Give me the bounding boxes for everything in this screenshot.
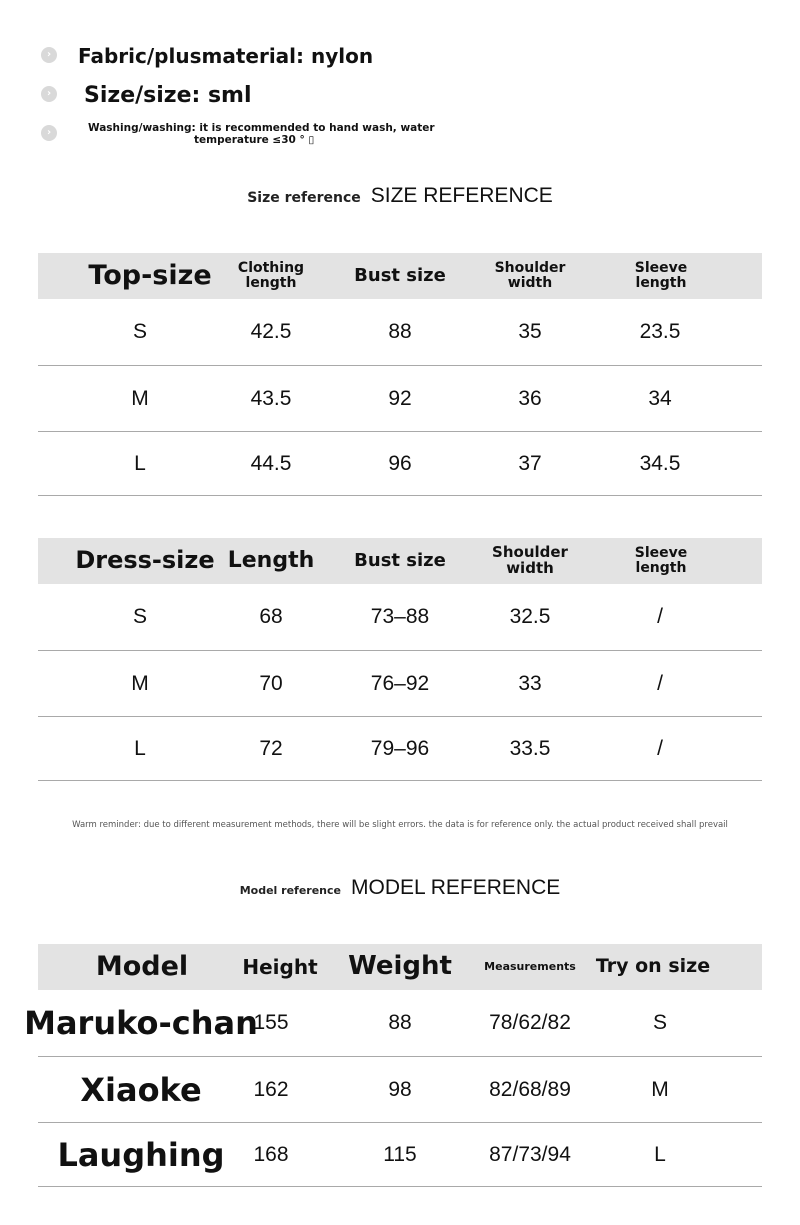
bust-size-cell: 79–96 bbox=[370, 736, 430, 760]
clothing-length-cell: 43.5 bbox=[250, 386, 292, 410]
bullet-icon: › bbox=[41, 47, 57, 63]
size-cell: L bbox=[134, 736, 146, 760]
measurements-cell: 78/62/82 bbox=[489, 1011, 571, 1034]
table-row bbox=[38, 651, 762, 717]
header-shoulder-width: Shoulder width bbox=[492, 543, 568, 577]
table-row bbox=[38, 1057, 762, 1123]
model-header bbox=[38, 944, 762, 990]
length-cell: 68 bbox=[259, 605, 283, 628]
top-size-table bbox=[38, 253, 762, 495]
bust-size-cell: 92 bbox=[388, 386, 412, 410]
table-row bbox=[38, 299, 762, 366]
length-cell: 70 bbox=[259, 671, 283, 695]
model-table bbox=[24, 944, 762, 1186]
height-cell: 155 bbox=[253, 1011, 289, 1034]
dress-size-table bbox=[38, 538, 762, 780]
size-reference-label: Size reference bbox=[247, 190, 361, 206]
washing-info bbox=[88, 122, 435, 146]
shoulder-width-cell: 32.5 bbox=[509, 605, 551, 628]
bust-size-cell: 88 bbox=[388, 320, 412, 343]
size-reference-heading bbox=[0, 184, 800, 208]
top-size-header bbox=[38, 253, 762, 299]
header-try-on-size: Try on size bbox=[595, 955, 711, 978]
warm-reminder: Warm reminder: due to different measurement methods, there will be slight errors. the data is for reference only. the actual product received shall prevail bbox=[72, 820, 728, 830]
header-bust-size: Bust size bbox=[354, 549, 446, 571]
dress-size-header bbox=[38, 538, 762, 584]
washing-info-line2: temperature ≤30 ° ▯ bbox=[194, 134, 315, 146]
table-row bbox=[38, 584, 762, 651]
height-cell: 168 bbox=[253, 1142, 289, 1166]
bullet-icon: › bbox=[41, 86, 57, 102]
header-length: Length bbox=[227, 548, 315, 574]
size-cell: M bbox=[131, 671, 149, 695]
bullet-icon: › bbox=[41, 125, 57, 141]
table-row bbox=[38, 1123, 762, 1187]
header-sleeve-length: Sleeve length bbox=[634, 545, 688, 576]
weight-cell: 98 bbox=[388, 1077, 412, 1101]
sleeve-length-cell: / bbox=[657, 736, 663, 760]
clothing-length-cell: 42.5 bbox=[250, 320, 292, 343]
size-cell: S bbox=[132, 320, 147, 343]
model-reference-label: Model reference bbox=[239, 884, 341, 897]
model-reference-title: MODEL REFERENCE bbox=[351, 876, 561, 899]
shoulder-width-cell: 35 bbox=[518, 320, 542, 343]
sleeve-length-cell: 23.5 bbox=[639, 320, 681, 343]
header-shoulder-width: Shoulder width bbox=[494, 260, 566, 291]
height-cell: 162 bbox=[253, 1077, 289, 1101]
size-cell: M bbox=[131, 386, 149, 410]
header-bust-size: Bust size bbox=[354, 264, 446, 286]
bust-size-cell: 96 bbox=[388, 451, 412, 475]
size-cell: S bbox=[132, 605, 147, 628]
shoulder-width-cell: 36 bbox=[518, 386, 542, 410]
length-cell: 72 bbox=[259, 736, 283, 760]
table-row bbox=[24, 990, 762, 1057]
dress-size-title: Dress-size bbox=[75, 546, 215, 575]
size-reference-title: SIZE REFERENCE bbox=[370, 184, 553, 207]
fabric-info: Fabric/plusmaterial: nylon bbox=[78, 44, 374, 68]
model-name-cell: Maruko-chan bbox=[24, 1004, 258, 1042]
sleeve-length-cell: 34 bbox=[648, 386, 672, 410]
sleeve-length-cell: 34.5 bbox=[639, 451, 681, 475]
clothing-length-cell: 44.5 bbox=[250, 451, 292, 475]
measurements-cell: 82/68/89 bbox=[489, 1077, 571, 1101]
shoulder-width-cell: 37 bbox=[518, 451, 542, 475]
table-row bbox=[38, 717, 762, 781]
size-cell: L bbox=[134, 451, 146, 475]
table-row bbox=[38, 432, 762, 496]
weight-cell: 88 bbox=[388, 1011, 412, 1034]
shoulder-width-cell: 33 bbox=[518, 671, 542, 695]
header-sleeve-length: Sleeve length bbox=[634, 260, 688, 291]
table-row bbox=[38, 366, 762, 432]
bust-size-cell: 73–88 bbox=[370, 605, 430, 628]
model-name-cell: Xiaoke bbox=[80, 1070, 202, 1109]
size-info: Size/size: sml bbox=[84, 83, 252, 108]
sleeve-length-cell: / bbox=[657, 605, 663, 628]
header-model: Model bbox=[95, 950, 189, 982]
header-height: Height bbox=[242, 954, 318, 979]
header-clothing-length: Clothing length bbox=[237, 260, 305, 291]
try-on-size-cell: S bbox=[652, 1011, 667, 1034]
top-size-title: Top-size bbox=[88, 259, 212, 291]
shoulder-width-cell: 33.5 bbox=[509, 736, 551, 760]
try-on-size-cell: L bbox=[654, 1142, 666, 1166]
try-on-size-cell: M bbox=[651, 1077, 669, 1101]
model-reference-heading bbox=[0, 876, 800, 900]
model-name-cell: Laughing bbox=[57, 1135, 225, 1174]
sleeve-length-cell: / bbox=[657, 671, 663, 695]
bust-size-cell: 76–92 bbox=[370, 671, 430, 695]
header-measurements: Measurements bbox=[484, 960, 576, 974]
washing-info-line1: Washing/washing: it is recommended to hand wash, water bbox=[88, 122, 435, 134]
measurements-cell: 87/73/94 bbox=[489, 1142, 571, 1166]
header-weight: Weight bbox=[348, 951, 452, 982]
weight-cell: 115 bbox=[383, 1142, 417, 1166]
